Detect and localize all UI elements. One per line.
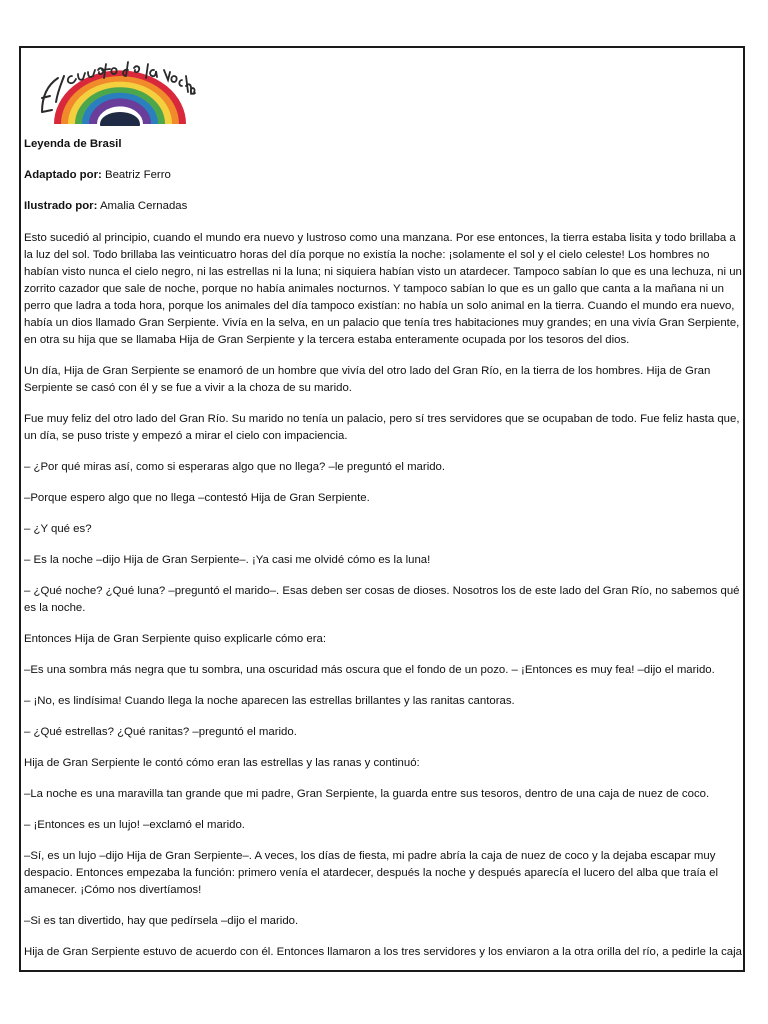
- story-paragraph: Esto sucedió al principio, cuando el mundo era nuevo y lustroso como una manzana. Por ese entonces, la tierra estaba lisita y todo brillaba a la luz del sol. Todo brillaba las veinticuatro horas del día porque no existía la noche: ¡solamente el sol y el cielo celeste! Los hombres no habían visto nunca el cielo negro, ni las estrellas ni la luna; ni siquiera habían visto un atardecer. Tampoco sabían lo que es una lechuza, ni un zorrito cazador que sale de noche, porque no había animales nocturnos. Y tampoco sabían lo que es un gallo que canta a la mañana ni un perro que ladra a toda hora, porque los animales del día tampoco existían: no había un solo animal en la tierra. Cuando el mundo era nuevo, había un dios llamado Gran Serpiente. Vivía en la selva, en un palacio que tenía tres habitaciones muy grandes; en una vivía Gran Serpiente, en otra su hija que se llamaba Hija de Gran Serpiente y la tercera estaba enteramente ocupada por los tesoros del dios.: [24, 232, 742, 346]
- document-content: [24, 48, 742, 961]
- story-paragraph: Entonces Hija de Gran Serpiente quiso explicarle cómo era:: [24, 633, 327, 645]
- adapted-by-label: Adaptado por:: [24, 169, 102, 181]
- adapted-by-value: Beatriz Ferro: [101, 169, 171, 181]
- dialogue-line: –Sí, es un lujo –dijo Hija de Gran Serpiente–. A veces, los días de fiesta, mi padre abría la caja de nuez de coco y la dejaba escapar muy despacio. Entonces empezaba la función: primero venía el atardecer, después la noche y después aparecía el lucero del alba que traía el amanecer. ¡Cómo nos divertíamos!: [24, 850, 719, 896]
- story-paragraph: Fue muy feliz del otro lado del Gran Río. Su marido no tenía un palacio, pero sí tres servidores que se ocupaban de todo. Fue feliz hasta que, un día, se puso triste y empezó a mirar el cielo con impaciencia.: [24, 413, 740, 442]
- dialogue-line: – ¿Qué noche? ¿Qué luna? –preguntó el marido–. Esas deben ser cosas de dioses. Nosotros los de este lado del Gran Río, no sabemos qué es la noche.: [24, 585, 740, 614]
- dialogue-line: – ¡No, es lindísima! Cuando llega la noche aparecen las estrellas brillantes y las ranitas cantoras.: [24, 695, 515, 707]
- dialogue-line: – ¡Entonces es un lujo! –exclamó el marido.: [24, 819, 245, 831]
- story-origin-text: Leyenda de Brasil: [24, 138, 122, 150]
- dialogue-line: –Es una sombra más negra que tu sombra, una oscuridad más oscura que el fondo de un pozo. – ¡Entonces es muy fea! –dijo el marido.: [24, 664, 715, 676]
- dialogue-line: – ¿Qué estrellas? ¿Qué ranitas? –preguntó el marido.: [24, 726, 297, 738]
- story-origin: [24, 136, 742, 153]
- dialogue-line: – Es la noche –dijo Hija de Gran Serpiente–. ¡Ya casi me olvidé cómo es la luna!: [24, 554, 431, 566]
- illustrated-by-label: Ilustrado por:: [24, 200, 98, 212]
- story-paragraph: Hija de Gran Serpiente le contó cómo eran las estrellas y las ranas y continuó:: [24, 757, 420, 769]
- dialogue-line: –Porque espero algo que no llega –contestó Hija de Gran Serpiente.: [24, 492, 370, 504]
- dialogue-line: –Si es tan divertido, hay que pedírsela –dijo el marido.: [24, 915, 299, 927]
- dialogue-line: –La noche es una maravilla tan grande que mi padre, Gran Serpiente, la guarda entre sus tesoros, dentro de una caja de nuez de coco.: [24, 788, 710, 800]
- story-paragraph: Hija de Gran Serpiente estuvo de acuerdo con él. Entonces llamaron a los tres servidores y los enviaron a la otra orilla del río, a pedirle la caja: [24, 946, 742, 958]
- rainbow-logo-icon: [28, 54, 188, 126]
- illustrated-by-line: [24, 198, 742, 215]
- adapted-by-line: [24, 167, 742, 184]
- dialogue-line: – ¿Por qué miras así, como si esperaras algo que no llega? –le preguntó el marido.: [24, 461, 446, 473]
- story-paragraph: Un día, Hija de Gran Serpiente se enamoró de un hombre que vivía del otro lado del Gran Río, en la tierra de los hombres. Hija de Gran Serpiente se casó con él y se fue a vivir a la choza de su marido.: [24, 365, 711, 394]
- document-page: [19, 46, 745, 972]
- dialogue-line: – ¿Y qué es?: [24, 523, 92, 535]
- illustrated-by-value: Amalia Cernadas: [97, 200, 188, 212]
- story-logo: [28, 54, 188, 126]
